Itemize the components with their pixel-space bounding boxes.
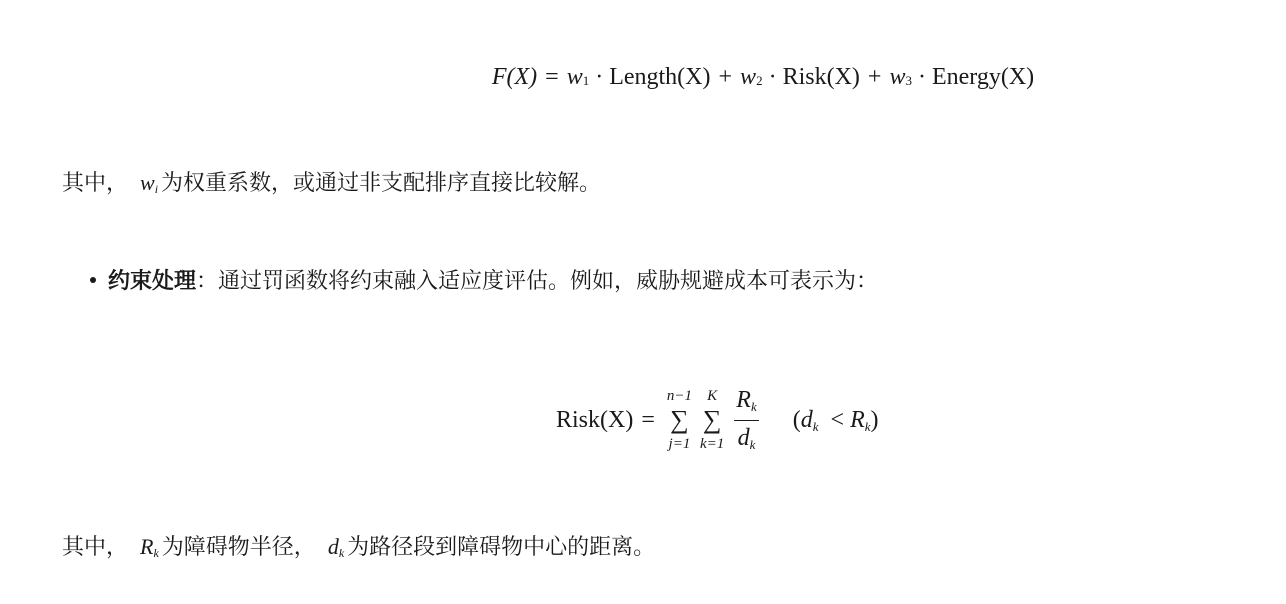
eq2-condition <box>793 407 879 434</box>
eq2-denominator <box>736 423 758 456</box>
eq2-lhs: Risk(X) <box>556 406 634 433</box>
eq1-lhs: F(X) <box>491 64 538 90</box>
eq2-sum-j-upper: n−1 <box>666 388 693 404</box>
objective-function-equation <box>0 54 1286 100</box>
eq2-equals: = <box>641 406 655 433</box>
eq2-denominator-base: d <box>737 424 750 451</box>
eq1-w3-sub: 3 <box>905 73 912 88</box>
line1-var-w <box>140 170 158 195</box>
eq2-sum-k-sigma: ∑ <box>702 405 722 434</box>
eq2-sum-j <box>667 387 692 453</box>
eq1-w1-sub: 1 <box>582 73 590 88</box>
eq1-plus2: + <box>867 64 882 90</box>
line3-var-R-sub: k <box>153 546 159 560</box>
bullet-text: ：通过罚函数将约束融入适应度评估。例如，威胁规避成本可表示为： <box>196 269 879 294</box>
eq2-sum-j-lower: j=1 <box>668 436 691 452</box>
eq2-numerator-base: R <box>736 386 751 413</box>
eq2-cond-R: R <box>850 406 865 433</box>
eq1-term-length: Length(X) <box>609 64 711 90</box>
eq2-cond-open: ( <box>792 406 801 433</box>
eq1-w2-sub: 2 <box>756 73 763 88</box>
eq2-numerator <box>734 385 758 418</box>
weights-explanation <box>62 168 601 201</box>
eq1-w1: w <box>566 64 583 90</box>
eq2-cond-R-sub: k <box>864 418 871 434</box>
eq2-cond-d-sub: k <box>812 418 819 434</box>
eq1-plus1: + <box>718 64 733 90</box>
line3-var-R <box>140 534 159 559</box>
line3-text2: 为路径段到障碍物中心的距离。 <box>347 535 656 560</box>
risk-cost-equation <box>556 370 879 470</box>
eq1-w3: w <box>889 64 906 90</box>
eq1-equals: = <box>545 64 559 90</box>
line3-var-d <box>328 534 344 559</box>
line1-var-w-base: w <box>140 170 155 195</box>
line3-text1: 为障碍物半径， <box>161 535 316 560</box>
eq2-cond-close: ) <box>870 406 879 433</box>
bullet-dot <box>90 277 96 283</box>
eq1-dot2: · <box>768 64 777 90</box>
line1-text: 为权重系数，或通过非支配排序直接比较解。 <box>161 171 602 196</box>
eq2-cond-d: d <box>800 406 813 433</box>
bullet-bold-label: 约束处理 <box>108 269 197 294</box>
line3-var-d-base: d <box>327 534 339 559</box>
eq2-sum-k <box>700 387 724 453</box>
line1-prefix: 其中， <box>62 171 129 196</box>
eq1-w2: w <box>740 64 757 90</box>
eq1-term-risk: Risk(X) <box>782 64 860 90</box>
eq2-cond-lt: < <box>830 406 845 433</box>
eq2-denominator-sub: k <box>749 436 756 452</box>
eq2-numerator-sub: k <box>750 398 757 414</box>
risk-variables-explanation <box>62 532 655 565</box>
eq2-fraction-bar <box>734 420 758 421</box>
eq2-fraction <box>734 385 758 456</box>
constraint-handling-bullet <box>90 267 878 297</box>
line3-prefix: 其中， <box>62 535 129 560</box>
eq2-sum-j-sigma: ∑ <box>670 405 689 434</box>
eq2-sum-k-lower: k=1 <box>700 436 725 452</box>
line3-var-d-sub: k <box>338 546 345 560</box>
eq1-dot1: · <box>595 64 604 90</box>
eq2-sum-k-upper: K <box>707 388 718 404</box>
line1-var-w-sub: i <box>154 182 159 196</box>
line3-var-R-base: R <box>140 534 154 559</box>
eq1-term-energy: Energy(X) <box>931 64 1035 90</box>
eq1-dot3: · <box>917 64 926 90</box>
